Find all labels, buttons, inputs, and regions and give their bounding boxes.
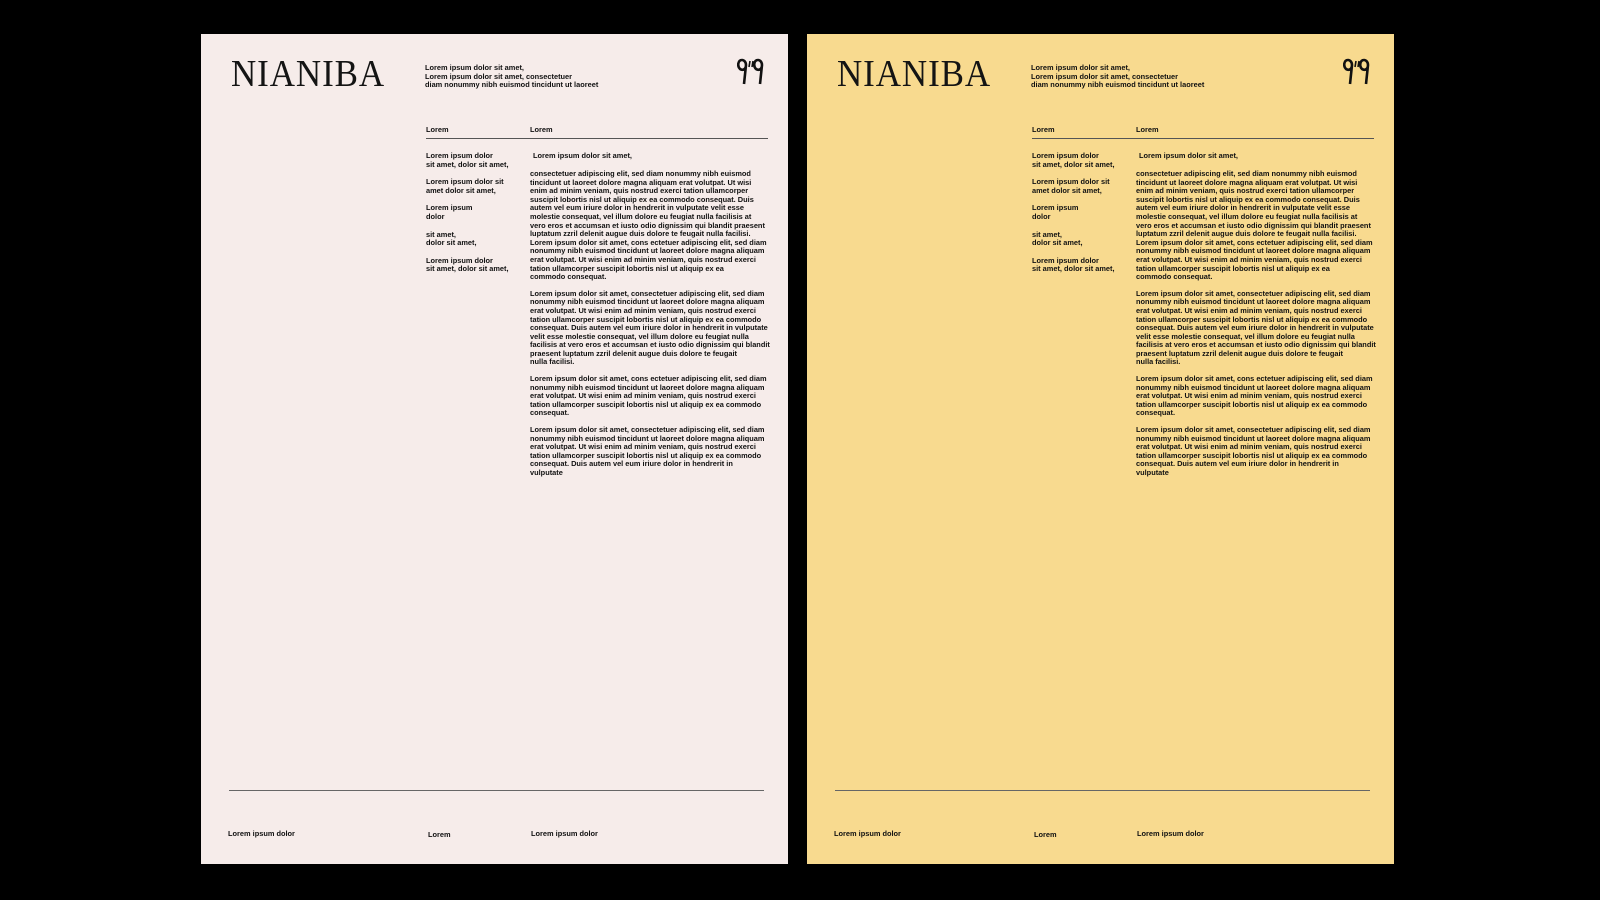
- paragraph: consectetuer adipiscing elit, sed diam nonummy nibh euismod tincidunt ut laoreet dolore magna aliquam erat volutpat. Ut wisi enim ad minim veniam, quis nostrud exerci tation ullamcorper suscipit lobortis nisl ut aliquip ex ea commodo consequat. Duis autem vel eum iriure dolor in hendrerit in vulputate velit esse molestie consequat, vel illum dolore eu feugiat nulla facilisis at vero eros et accumsan et iusto odio dignissim qui blandit praesent luptatum zzril delenit augue duis dolore te feugait nulla facilisi. Lorem ipsum dolor sit amet, cons ectetuer adipiscing elit, sed diam nonummy nibh euismod tincidunt ut laoreet dolore magna aliquam erat volutpat. Ut wisi enim ad minim veniam, quis nostrud exerci tation ullamcorper suscipit lobortis nisl ut aliquip ex ea commodo consequat.: [1136, 169, 1373, 282]
- column-heading-left: Lorem: [1032, 125, 1055, 134]
- header-divider: [426, 138, 768, 139]
- body-text: [530, 151, 770, 486]
- paragraph: Lorem ipsum dolor sit amet, consectetuer adipiscing elit, sed diam nonummy nibh euismod tincidunt ut laoreet dolore magna aliquam erat volutpat. Ut wisi enim ad minim veniam, quis nostrud exerci tation ullamcorper suscipit lobortis nisl ut aliquip ex ea commodo consequat. Duis autem vel eum iriure dolor in hendrerit in vulputate velit esse molestie consequat, vel illum dolore eu feugiat nulla facilisis at vero eros et accumsan et iusto odio dignissim qui blandit praesent luptatum zzril delenit augue duis dolore te feugait nulla facilisi.: [530, 288, 770, 367]
- sidebar-item: Lorem ipsum dolor sit amet, dolor sit amet,: [1032, 255, 1115, 274]
- footer-middle: Lorem: [1034, 830, 1057, 839]
- header-tagline: Lorem ipsum dolor sit amet, Lorem ipsum dolor sit amet, consectetuer diam nonummy nibh euismod tincidunt ut laoreet: [425, 63, 599, 90]
- footer-right: Lorem ipsum dolor: [531, 829, 598, 838]
- footer-middle: Lorem: [428, 830, 451, 839]
- sidebar-item: Lorem ipsum dolor sit amet, dolor sit amet,: [426, 151, 509, 169]
- paragraph: Lorem ipsum dolor sit amet, cons ectetuer adipiscing elit, sed diam nonummy nibh euismod tincidunt ut laoreet dolore magna aliquam erat volutpat. Ut wisi enim ad minim veniam, quis nostrud exerci tation ullamcorper suscipit lobortis nisl ut aliquip ex ea commodo consequat.: [530, 374, 767, 418]
- paragraph: Lorem ipsum dolor sit amet, consectetuer adipiscing elit, sed diam nonummy nibh euismod tincidunt ut laoreet dolore magna aliquam erat volutpat. Ut wisi enim ad minim veniam, quis nostrud exerci tation ullamcorper suscipit lobortis nisl ut aliquip ex ea commodo consequat. Duis autem vel eum iriure dolor in hendrerit in vulputate: [530, 425, 765, 477]
- footer-divider: [835, 790, 1370, 791]
- letterhead-pink: [201, 34, 788, 864]
- footer-left: Lorem ipsum dolor: [228, 829, 295, 838]
- footer-right: Lorem ipsum dolor: [1137, 829, 1204, 838]
- sidebar-item: Lorem ipsum dolor sit amet, dolor sit amet,: [1032, 151, 1115, 169]
- sidebar-list: [1032, 152, 1132, 283]
- brand-wordmark: NIANIBA: [231, 53, 386, 95]
- sidebar-item: sit amet, dolor sit amet,: [426, 229, 477, 248]
- lead-line: Lorem ipsum dolor sit amet,: [533, 151, 632, 160]
- footer-left: Lorem ipsum dolor: [834, 829, 901, 838]
- body-text: [1136, 151, 1376, 486]
- brand-wordmark: NIANIBA: [837, 53, 992, 95]
- letterhead-yellow: [807, 34, 1394, 864]
- sidebar-list: [426, 152, 526, 283]
- monogram-logo-icon: [737, 58, 767, 86]
- sidebar-item: Lorem ipsum dolor: [426, 203, 473, 221]
- footer-divider: [229, 790, 764, 791]
- column-heading-left: Lorem: [426, 125, 449, 134]
- sidebar-item: Lorem ipsum dolor sit amet dolor sit amet,: [426, 177, 504, 195]
- paragraph: Lorem ipsum dolor sit amet, consectetuer adipiscing elit, sed diam nonummy nibh euismod tincidunt ut laoreet dolore magna aliquam erat volutpat. Ut wisi enim ad minim veniam, quis nostrud exerci tation ullamcorper suscipit lobortis nisl ut aliquip ex ea commodo consequat. Duis autem vel eum iriure dolor in hendrerit in vulputate: [1136, 425, 1371, 477]
- column-heading-right: Lorem: [1136, 125, 1159, 134]
- paragraph: consectetuer adipiscing elit, sed diam nonummy nibh euismod tincidunt ut laoreet dolore magna aliquam erat volutpat. Ut wisi enim ad minim veniam, quis nostrud exerci tation ullamcorper suscipit lobortis nisl ut aliquip ex ea commodo consequat. Duis autem vel eum iriure dolor in hendrerit in vulputate velit esse molestie consequat, vel illum dolore eu feugiat nulla facilisis at vero eros et accumsan et iusto odio dignissim qui blandit praesent luptatum zzril delenit augue duis dolore te feugait nulla facilisi. Lorem ipsum dolor sit amet, cons ectetuer adipiscing elit, sed diam nonummy nibh euismod tincidunt ut laoreet dolore magna aliquam erat volutpat. Ut wisi enim ad minim veniam, quis nostrud exerci tation ullamcorper suscipit lobortis nisl ut aliquip ex ea commodo consequat.: [530, 169, 767, 282]
- sidebar-item: Lorem ipsum dolor sit amet dolor sit amet,: [1032, 177, 1110, 195]
- sidebar-item: Lorem ipsum dolor: [1032, 203, 1079, 221]
- monogram-logo-icon: [1343, 58, 1373, 86]
- sidebar-item: sit amet, dolor sit amet,: [1032, 229, 1083, 248]
- lead-line: Lorem ipsum dolor sit amet,: [1139, 151, 1238, 160]
- paragraph: Lorem ipsum dolor sit amet, cons ectetuer adipiscing elit, sed diam nonummy nibh euismod tincidunt ut laoreet dolore magna aliquam erat volutpat. Ut wisi enim ad minim veniam, quis nostrud exerci tation ullamcorper suscipit lobortis nisl ut aliquip ex ea commodo consequat.: [1136, 374, 1373, 418]
- column-heading-right: Lorem: [530, 125, 553, 134]
- paragraph: Lorem ipsum dolor sit amet, consectetuer adipiscing elit, sed diam nonummy nibh euismod tincidunt ut laoreet dolore magna aliquam erat volutpat. Ut wisi enim ad minim veniam, quis nostrud exerci tation ullamcorper suscipit lobortis nisl ut aliquip ex ea commodo consequat. Duis autem vel eum iriure dolor in hendrerit in vulputate velit esse molestie consequat, vel illum dolore eu feugiat nulla facilisis at vero eros et accumsan et iusto odio dignissim qui blandit praesent luptatum zzril delenit augue duis dolore te feugait nulla facilisi.: [1136, 288, 1376, 367]
- header-tagline: Lorem ipsum dolor sit amet, Lorem ipsum dolor sit amet, consectetuer diam nonummy nibh euismod tincidunt ut laoreet: [1031, 63, 1205, 90]
- header-divider: [1032, 138, 1374, 139]
- sidebar-item: Lorem ipsum dolor sit amet, dolor sit amet,: [426, 255, 509, 274]
